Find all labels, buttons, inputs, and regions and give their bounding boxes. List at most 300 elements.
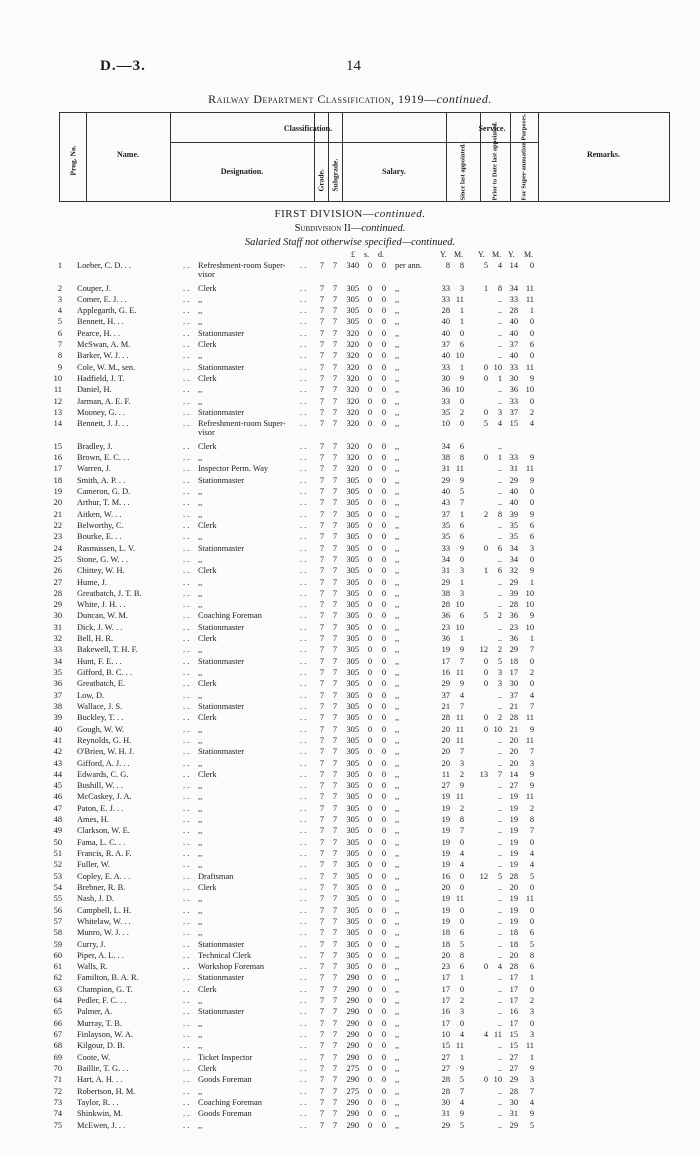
employee-name: Cole, W. M., sen. xyxy=(77,362,136,372)
salary-period: ,, xyxy=(395,747,400,757)
since-months: 6 xyxy=(459,962,464,972)
salary-pounds: 305 xyxy=(346,600,359,610)
grade: 7 xyxy=(319,894,325,904)
prior-months: .. xyxy=(497,1086,502,1096)
super-years: 33 xyxy=(509,294,518,304)
salary-pence: 0 xyxy=(381,1097,386,1107)
grade: 7 xyxy=(319,317,325,327)
leader-dots: . . xyxy=(300,837,307,847)
prior-months: 8 xyxy=(497,509,502,519)
employee-name: Murray, T. B. xyxy=(77,1018,122,1028)
prior-months: .. xyxy=(497,1007,502,1017)
super-years: 29 xyxy=(509,645,518,655)
grade: 7 xyxy=(319,701,325,711)
subgrade: 7 xyxy=(332,1086,338,1096)
prior-months: .. xyxy=(497,306,502,316)
salary-shillings: 0 xyxy=(367,362,372,372)
employee-name: Bennett, J. J. . . xyxy=(77,419,129,429)
salary-shillings: 0 xyxy=(367,939,372,949)
since-months: 0 xyxy=(459,1018,464,1028)
grade: 7 xyxy=(319,1041,325,1051)
since-months: 11 xyxy=(455,735,464,745)
designation: ,, xyxy=(198,758,203,768)
prior-months: .. xyxy=(497,984,502,994)
leader-dots: . . xyxy=(183,622,190,632)
salary-pence: 0 xyxy=(381,498,386,508)
prog-no: 54 xyxy=(53,882,62,892)
super-months: 9 xyxy=(529,781,534,791)
subgrade: 7 xyxy=(332,1075,338,1085)
grade: 7 xyxy=(319,1018,325,1028)
grade: 7 xyxy=(319,566,325,576)
super-months: 1 xyxy=(529,973,534,983)
salary-pounds: 305 xyxy=(346,803,359,813)
employee-name: Hart, A. H. . . xyxy=(77,1075,123,1085)
table-row xyxy=(0,825,700,836)
salary-pounds: 320 xyxy=(346,328,359,338)
super-months: 11 xyxy=(525,1041,534,1051)
leader-dots: . . xyxy=(183,973,190,983)
since-years: 40 xyxy=(441,351,450,361)
salary-pence: 0 xyxy=(381,928,386,938)
prior-months: .. xyxy=(497,294,502,304)
salary-shillings: 0 xyxy=(367,996,372,1006)
salary-pounds: 275 xyxy=(346,1086,359,1096)
since-years: 19 xyxy=(441,803,450,813)
grade: 7 xyxy=(319,340,325,350)
since-months: 0 xyxy=(459,916,464,926)
designation: ,, xyxy=(198,826,203,836)
salary-period: ,, xyxy=(395,928,400,938)
classification-rule xyxy=(170,142,446,143)
super-months: 9 xyxy=(529,374,534,383)
table-row xyxy=(0,588,700,599)
salary-period: ,, xyxy=(395,996,400,1006)
since-months: 11 xyxy=(455,724,464,734)
super-months: 8 xyxy=(529,950,534,960)
leader-dots: . . xyxy=(183,735,190,745)
since-months: 4 xyxy=(459,849,464,858)
salary-pence: 0 xyxy=(381,962,386,972)
grade: 7 xyxy=(319,939,325,949)
subgrade: 7 xyxy=(332,758,338,768)
super-years: 39 xyxy=(509,509,518,519)
salary-shillings: 0 xyxy=(367,1097,372,1107)
salary-pounds: 305 xyxy=(346,566,359,576)
subgrade: 7 xyxy=(332,905,338,915)
salary-period: ,, xyxy=(395,543,400,553)
prior-months: .. xyxy=(497,882,502,892)
grade: 7 xyxy=(319,1086,325,1096)
salary-period: ,, xyxy=(395,464,400,474)
designation: ,, xyxy=(198,803,203,813)
super-months: 0 xyxy=(529,905,534,915)
prior-months: 7 xyxy=(497,769,502,779)
salary-period: ,, xyxy=(395,520,400,530)
salary-period: ,, xyxy=(395,735,400,745)
since-months: 3 xyxy=(459,588,464,598)
subgrade: 7 xyxy=(332,362,338,372)
employee-name: Edwards, C. G. xyxy=(77,769,129,779)
leader-dots: . . xyxy=(300,792,307,802)
division-title: FIRST DIVISION— xyxy=(274,208,375,220)
prog-no: 42 xyxy=(53,747,62,757)
prior-months: .. xyxy=(497,475,502,485)
prior-years: 13 xyxy=(479,769,488,779)
since-years: 23 xyxy=(441,622,450,632)
prog-no: 13 xyxy=(53,407,62,417)
designation: ,, xyxy=(198,928,203,938)
prog-no: 33 xyxy=(53,645,62,655)
salary-period: ,, xyxy=(395,362,400,372)
super-months: 3 xyxy=(529,1007,534,1017)
employee-name: Paton, E. J. . . xyxy=(77,803,124,813)
super-years: 40 xyxy=(509,328,518,338)
salary-shillings: 0 xyxy=(367,554,372,564)
subgrade: 7 xyxy=(332,554,338,564)
designation: Clerk xyxy=(198,713,217,723)
prog-no: 72 xyxy=(53,1086,62,1096)
prior-months: .. xyxy=(497,996,502,1006)
designation: ,, xyxy=(198,509,203,519)
grade: 7 xyxy=(319,577,325,587)
salary-pounds: 305 xyxy=(346,645,359,655)
super-months: 0 xyxy=(529,351,534,361)
salary-pounds: 305 xyxy=(346,283,359,293)
employee-name: Applegarth, G. E. xyxy=(77,306,137,316)
salary-shillings: 0 xyxy=(367,577,372,587)
super-years: 36 xyxy=(509,611,518,621)
salary-shillings: 0 xyxy=(367,826,372,836)
super-years: 40 xyxy=(509,498,518,508)
table-row xyxy=(0,452,700,463)
table-row xyxy=(0,531,700,542)
salary-pounds: 305 xyxy=(346,894,359,904)
designation: ,, xyxy=(198,385,203,395)
grade: 7 xyxy=(319,407,325,417)
designation: ,, xyxy=(198,724,203,734)
salary-shillings: 0 xyxy=(367,690,372,700)
salary-shillings: 0 xyxy=(367,464,372,474)
super-years: 19 xyxy=(509,905,518,915)
salary-shillings: 0 xyxy=(367,317,372,327)
leader-dots: . . xyxy=(300,984,307,994)
since-years: 16 xyxy=(441,668,450,677)
designation: ,, xyxy=(198,554,203,564)
salary-pounds: 305 xyxy=(346,769,359,779)
super-years: 37 xyxy=(509,340,518,350)
since-months: 11 xyxy=(455,294,464,304)
salary-shillings: 0 xyxy=(367,487,372,496)
table-row xyxy=(0,577,700,588)
salary-period: ,, xyxy=(395,679,400,689)
salary-period: ,, xyxy=(395,962,400,972)
table-row xyxy=(0,939,700,950)
table-row xyxy=(0,1006,700,1017)
salary-period: ,, xyxy=(395,713,400,723)
designation: Coaching Foreman xyxy=(198,1097,262,1107)
since-years: 38 xyxy=(441,588,450,598)
employee-name: McEwen, J. . . xyxy=(77,1120,126,1130)
prior-months: 10 xyxy=(493,1075,502,1085)
leader-dots: . . xyxy=(300,385,307,395)
salary-pounds: 305 xyxy=(346,747,359,757)
salary-period: per ann. xyxy=(395,261,422,270)
since-years: 20 xyxy=(441,735,450,745)
since-months: 0 xyxy=(459,396,464,406)
unit-months: M. xyxy=(492,250,502,259)
subgrade: 7 xyxy=(332,1052,338,1062)
since-months: 11 xyxy=(455,1041,464,1051)
super-months: 7 xyxy=(529,826,534,836)
salary-pounds: 320 xyxy=(346,351,359,361)
salary-shillings: 0 xyxy=(367,713,372,723)
prog-no: 26 xyxy=(53,566,62,576)
unit-shillings: s. xyxy=(364,250,370,259)
table-row xyxy=(0,1018,700,1029)
prior-months: .. xyxy=(497,1063,502,1073)
super-months: 8 xyxy=(529,815,534,825)
super-months: 9 xyxy=(529,724,534,734)
leader-dots: . . xyxy=(300,554,307,564)
salary-pence: 0 xyxy=(381,882,386,892)
table-row xyxy=(0,1074,700,1085)
salary-pounds: 290 xyxy=(346,1075,359,1085)
salary-period: ,, xyxy=(395,441,400,451)
super-months: 11 xyxy=(525,894,534,904)
since-years: 36 xyxy=(441,634,450,644)
designation: Coaching Foreman xyxy=(198,611,262,621)
employee-name: McSwan, A. M. xyxy=(77,340,131,350)
staff-table xyxy=(0,260,700,1131)
leader-dots: . . xyxy=(300,509,307,519)
table-row xyxy=(0,283,700,294)
since-months: 4 xyxy=(459,1030,464,1039)
since-months: 9 xyxy=(459,475,464,485)
super-months: 11 xyxy=(525,713,534,723)
leader-dots: . . xyxy=(300,1018,307,1028)
division-heading xyxy=(0,208,700,220)
super-months: 11 xyxy=(525,792,534,802)
subgrade: 7 xyxy=(332,701,338,711)
prog-no: 67 xyxy=(53,1030,62,1039)
salary-period: ,, xyxy=(395,340,400,350)
prior-months: 3 xyxy=(497,407,502,417)
employee-name: Daniel, H. xyxy=(77,385,112,395)
since-years: 33 xyxy=(441,294,450,304)
since-months: 0 xyxy=(459,419,464,429)
super-years: 35 xyxy=(509,520,518,530)
salary-shillings: 0 xyxy=(367,849,372,858)
salary-pence: 0 xyxy=(381,419,386,429)
designation: Clerk xyxy=(198,769,217,779)
employee-name: Rasmussen, L. V. xyxy=(77,543,136,553)
employee-name: Piper, A. L. . . xyxy=(77,950,124,960)
prior-months: .. xyxy=(497,803,502,813)
prog-no: 4 xyxy=(57,306,62,316)
table-row xyxy=(0,475,700,486)
leader-dots: . . xyxy=(183,441,190,451)
designation: Stationmaster xyxy=(198,1007,245,1017)
employee-name: Familton, B. A. R. xyxy=(77,973,139,983)
table-row xyxy=(0,565,700,576)
grade: 7 xyxy=(319,882,325,892)
super-years: 15 xyxy=(509,1041,518,1051)
since-years: 19 xyxy=(441,916,450,926)
table-row xyxy=(0,746,700,757)
since-months: 9 xyxy=(459,679,464,689)
page-number: 14 xyxy=(346,58,361,74)
salary-period: ,, xyxy=(395,475,400,485)
super-years: 28 xyxy=(509,962,518,972)
designation: Goods Foreman xyxy=(198,1109,252,1119)
grade: 7 xyxy=(319,849,325,858)
prior-years: 5 xyxy=(483,611,488,621)
prog-no: 17 xyxy=(53,464,62,474)
salary-period: ,, xyxy=(395,1018,400,1028)
prior-years: 1 xyxy=(483,566,488,576)
salary-pence: 0 xyxy=(381,690,386,700)
super-years: 14 xyxy=(509,261,518,270)
designation: ,, xyxy=(198,498,203,508)
subgrade: 7 xyxy=(332,611,338,621)
since-months: 7 xyxy=(459,656,464,666)
employee-name: Fama, L. C. . . xyxy=(77,837,126,847)
prog-no: 37 xyxy=(53,690,62,700)
leader-dots: . . xyxy=(300,1052,307,1062)
designation: Inspector Perm. Way xyxy=(198,464,269,474)
salary-pence: 0 xyxy=(381,588,386,598)
leader-dots: . . xyxy=(300,419,307,429)
super-years: 33 xyxy=(509,396,518,406)
leader-dots: . . xyxy=(183,916,190,926)
super-years: 20 xyxy=(509,735,518,745)
super-months: 3 xyxy=(529,1075,534,1085)
super-months: 3 xyxy=(529,543,534,553)
since-years: 20 xyxy=(441,747,450,757)
since-years: 19 xyxy=(441,826,450,836)
leader-dots: . . xyxy=(300,849,307,858)
since-months: 4 xyxy=(459,860,464,870)
grade: 7 xyxy=(319,905,325,915)
prog-no: 49 xyxy=(53,826,62,836)
leader-dots: . . xyxy=(183,769,190,779)
grade: 7 xyxy=(319,996,325,1006)
subgrade: 7 xyxy=(332,588,338,598)
employee-name: Pedler, F. C. . . xyxy=(77,996,127,1006)
salary-shillings: 0 xyxy=(367,1120,372,1130)
super-years: 33 xyxy=(509,453,518,463)
grade: 7 xyxy=(319,396,325,406)
grade: 7 xyxy=(319,984,325,994)
since-years: 23 xyxy=(441,962,450,972)
salary-shillings: 0 xyxy=(367,894,372,904)
salary-pence: 0 xyxy=(381,973,386,983)
title-continued: continued. xyxy=(436,92,492,106)
salary-shillings: 0 xyxy=(367,724,372,734)
super-months: 0 xyxy=(529,554,534,564)
grade: 7 xyxy=(319,1120,325,1130)
leader-dots: . . xyxy=(183,713,190,723)
designation: Stationmaster xyxy=(198,747,245,757)
since-months: 5 xyxy=(459,1075,464,1085)
leader-dots: . . xyxy=(300,679,307,689)
prog-no: 62 xyxy=(53,973,62,983)
super-years: 34 xyxy=(509,554,518,564)
prior-months: .. xyxy=(497,464,502,474)
employee-name: Fuller, W. xyxy=(77,860,110,870)
header-top-rule xyxy=(60,112,670,113)
salary-pounds: 290 xyxy=(346,1109,359,1119)
salary-shillings: 0 xyxy=(367,758,372,768)
salary-pence: 0 xyxy=(381,520,386,530)
super-years: 36 xyxy=(509,385,518,395)
prior-years: 0 xyxy=(483,962,488,972)
designation: Refreshment-room Super- xyxy=(198,419,286,429)
leader-dots: . . xyxy=(300,317,307,327)
designation: ,, xyxy=(198,837,203,847)
salary-pence: 0 xyxy=(381,803,386,813)
designation: Stationmaster xyxy=(198,622,245,632)
employee-name: Robertson, H. M. xyxy=(77,1086,136,1096)
since-months: 6 xyxy=(459,611,464,621)
salary-period: ,, xyxy=(395,792,400,802)
prog-no: 5 xyxy=(57,317,62,327)
salary-pounds: 305 xyxy=(346,656,359,666)
leader-dots: . . xyxy=(183,894,190,904)
since-years: 19 xyxy=(441,815,450,825)
prior-years: 0 xyxy=(483,668,488,677)
grade: 7 xyxy=(319,645,325,655)
prior-to-header: Prior to Date last appointed. xyxy=(491,121,499,201)
salary-shillings: 0 xyxy=(367,882,372,892)
super-years: 37 xyxy=(509,690,518,700)
designation: ,, xyxy=(198,815,203,825)
super-months: 0 xyxy=(529,261,534,270)
grade: 7 xyxy=(319,441,325,451)
salary-shillings: 0 xyxy=(367,1041,372,1051)
salary-pounds: 305 xyxy=(346,588,359,598)
salary-pounds: 290 xyxy=(346,1018,359,1028)
designation: ,, xyxy=(198,1086,203,1096)
since-years: 33 xyxy=(441,283,450,293)
prior-years: 0 xyxy=(483,543,488,553)
super-months: 11 xyxy=(525,283,534,293)
prior-months: .. xyxy=(497,860,502,870)
super-months: 0 xyxy=(529,1018,534,1028)
prog-no: 28 xyxy=(53,588,62,598)
leader-dots: . . xyxy=(300,713,307,723)
subgrade: 7 xyxy=(332,261,338,270)
salary-pence: 0 xyxy=(381,374,386,383)
super-months: 6 xyxy=(529,532,534,542)
salary-pence: 0 xyxy=(381,1018,386,1028)
salary-pence: 0 xyxy=(381,950,386,960)
subgrade: 7 xyxy=(332,996,338,1006)
since-years: 20 xyxy=(441,950,450,960)
salary-period: ,, xyxy=(395,1086,400,1096)
salary-pounds: 305 xyxy=(346,577,359,587)
table-row xyxy=(0,791,700,802)
super-months: 9 xyxy=(529,611,534,621)
since-years: 29 xyxy=(441,475,450,485)
table-row xyxy=(0,1086,700,1097)
super-months: 5 xyxy=(529,1120,534,1130)
prior-months: .. xyxy=(497,905,502,915)
salary-period: ,, xyxy=(395,894,400,904)
designation: ,, xyxy=(198,905,203,915)
salary-pence: 0 xyxy=(381,611,386,621)
